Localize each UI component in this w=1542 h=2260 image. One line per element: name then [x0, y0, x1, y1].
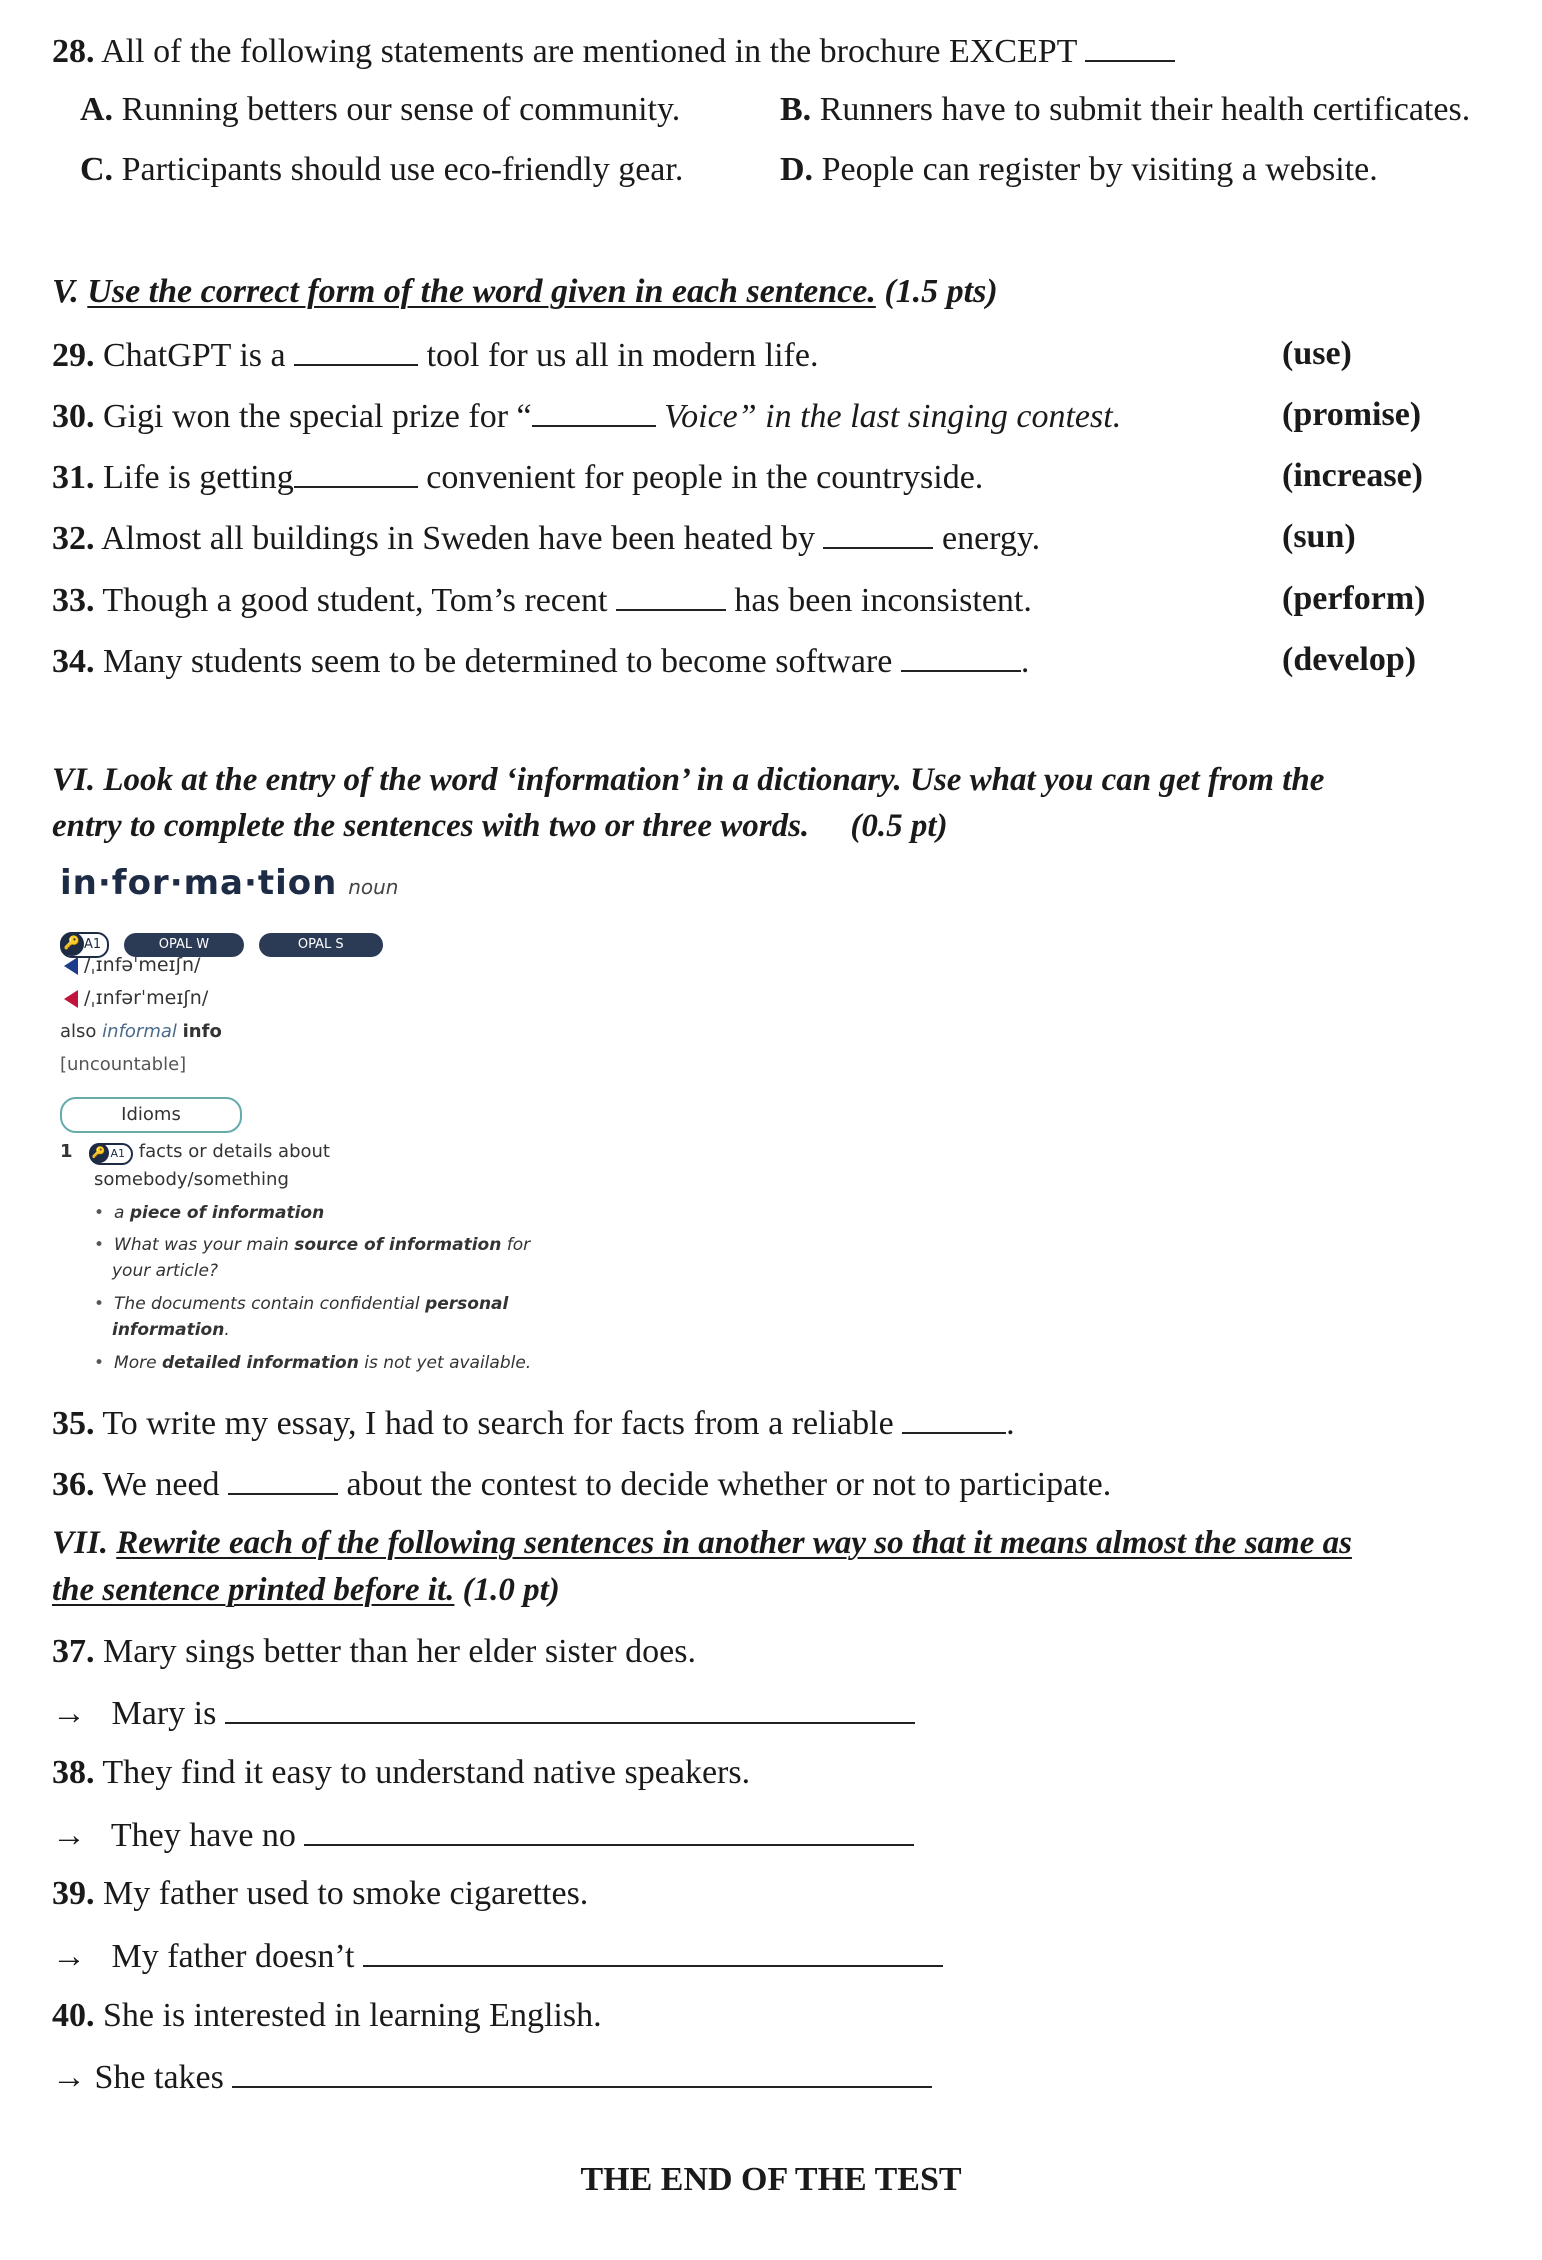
variant-form: also informal info	[60, 1021, 222, 1042]
question-34: 34. Many students seem to be determined to become software .	[52, 640, 1029, 681]
part-of-speech: noun	[348, 875, 399, 899]
key-icon: 🔑	[89, 1143, 109, 1163]
opal-s-badge[interactable]: OPAL S	[259, 933, 383, 957]
level-badge: 🔑 A1	[60, 932, 109, 958]
section-6-heading-line2: entry to complete the sentences with two or three words. (0.5 pt)	[52, 808, 948, 844]
section-5-heading: V. Use the correct form of the word given in each sentence. (1.5 pts)	[52, 273, 998, 310]
speaker-icon[interactable]	[64, 990, 78, 1008]
example-1: • a piece of information	[94, 1203, 325, 1223]
answer-line[interactable]	[225, 1692, 915, 1724]
pronunciation-us: /ˌɪnfərˈmeɪʃn/	[64, 988, 208, 1010]
answer-blank[interactable]	[532, 395, 656, 427]
option-c: C. Participants should use eco-friendly gear.	[80, 151, 684, 188]
section-7-heading-line2: the sentence printed before it. (1.0 pt)	[52, 1572, 560, 1608]
word-hint: (promise)	[1282, 396, 1422, 433]
grammar-label: [uncountable]	[60, 1054, 187, 1075]
example-4: • More detailed information is not yet available.	[94, 1353, 532, 1373]
example-3: • The documents contain confidential personal	[94, 1294, 509, 1314]
level-badge: 🔑 A1	[89, 1143, 134, 1165]
question-30: 30. Gigi won the special prize for “ Voice” in the last singing contest.	[52, 395, 1121, 436]
section-7-heading-line1: VII. Rewrite each of the following sentences in another way so that it means almost the same as	[52, 1525, 1352, 1561]
question-40: 40. She is interested in learning English.	[52, 1997, 602, 2034]
question-37: 37. Mary sings better than her elder sister does.	[52, 1633, 696, 1670]
end-of-test: THE END OF THE TEST	[580, 2161, 962, 2198]
section-6-heading-line1: VI. Look at the entry of the word ‘information’ in a dictionary. Use what you can get from the	[52, 762, 1325, 798]
rewrite-39: → My father doesn’t	[52, 1935, 943, 1976]
arrow-icon: →	[52, 1938, 86, 1975]
answer-blank[interactable]	[294, 456, 418, 488]
answer-blank[interactable]	[294, 334, 418, 366]
option-a: A. Running betters our sense of community.	[80, 91, 681, 128]
opal-w-badge[interactable]: OPAL W	[124, 933, 244, 957]
question-number: 28.	[52, 33, 95, 70]
arrow-icon: →	[52, 2059, 86, 2096]
word-hint: (sun)	[1282, 518, 1356, 555]
word-hint: (use)	[1282, 335, 1352, 372]
answer-blank[interactable]	[1085, 30, 1175, 62]
answer-blank[interactable]	[823, 517, 933, 549]
example-3-continued: information.	[112, 1320, 230, 1340]
level-badges	[60, 918, 383, 958]
option-d: D. People can register by visiting a website.	[780, 151, 1378, 188]
example-2: • What was your main source of information for	[94, 1235, 531, 1255]
pronunciation-uk: /ˌɪnfəˈmeɪʃn/	[64, 955, 200, 977]
answer-blank[interactable]	[902, 1402, 1006, 1434]
idioms-button[interactable]: Idioms	[60, 1090, 242, 1133]
sense-1: 1 🔑 A1 facts or details about	[60, 1142, 330, 1165]
rewrite-38: → They have no	[52, 1814, 914, 1855]
word-hint: (perform)	[1282, 580, 1426, 617]
definition-continued: somebody/something	[94, 1169, 289, 1190]
rewrite-37: → Mary is	[52, 1692, 915, 1733]
question-31: 31. Life is getting convenient for people in the countryside.	[52, 456, 983, 497]
word-hint: (develop)	[1282, 641, 1417, 678]
question-38: 38. They find it easy to understand native speakers.	[52, 1754, 751, 1791]
headword-line	[60, 864, 398, 903]
answer-line[interactable]	[232, 2056, 932, 2088]
answer-line[interactable]	[304, 1814, 914, 1846]
arrow-icon: →	[52, 1817, 86, 1854]
answer-blank[interactable]	[616, 579, 726, 611]
option-b: B. Runners have to submit their health certificates.	[780, 91, 1471, 128]
answer-blank[interactable]	[901, 640, 1021, 672]
question-33: 33. Though a good student, Tom’s recent has been inconsistent.	[52, 579, 1032, 620]
answer-line[interactable]	[363, 1935, 943, 1967]
question-35: 35. To write my essay, I had to search for facts from a reliable .	[52, 1402, 1015, 1443]
question-29: 29. ChatGPT is a tool for us all in modern life.	[52, 334, 818, 375]
question-32: 32. Almost all buildings in Sweden have been heated by energy.	[52, 517, 1040, 558]
question-text: All of the following statements are mentioned in the brochure EXCEPT	[101, 33, 1077, 70]
answer-blank[interactable]	[228, 1463, 338, 1495]
word-hint: (increase)	[1282, 457, 1423, 494]
example-2-continued: your article?	[112, 1261, 218, 1281]
question-39: 39. My father used to smoke cigarettes.	[52, 1875, 589, 1912]
key-icon: 🔑	[60, 932, 84, 956]
arrow-icon: →	[52, 1695, 86, 1732]
headword: in·for·ma·tion	[60, 863, 338, 903]
speaker-icon[interactable]	[64, 957, 78, 975]
question-36: 36. We need about the contest to decide whether or not to participate.	[52, 1463, 1111, 1504]
rewrite-40: → She takes	[52, 2056, 932, 2097]
question-28	[52, 30, 1175, 71]
